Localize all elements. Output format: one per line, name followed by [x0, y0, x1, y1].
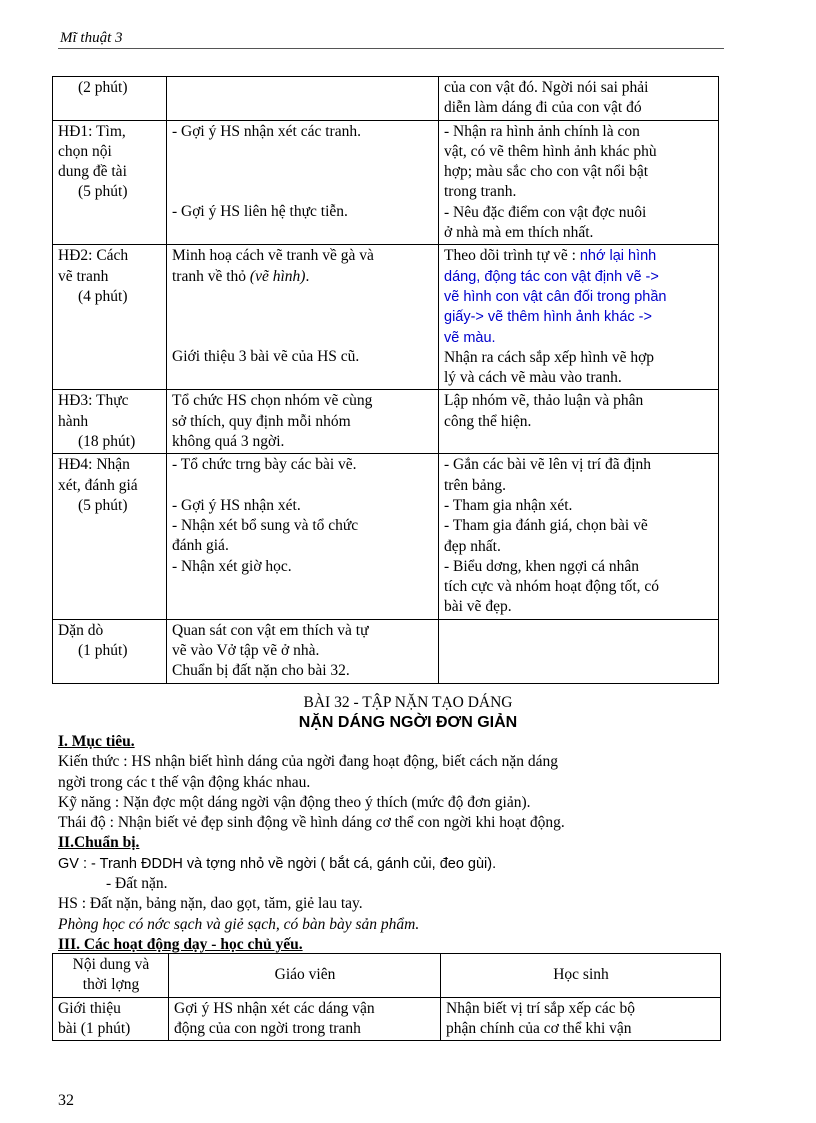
- table-row: HĐ3: Thực hành (18 phút) Tổ chức HS chọn nhóm vẽ cùng sở thích, quy định mỗi nhóm không quá 3 ngời. Lập nhóm vẽ, thảo luận và phân công thể hiện.: [53, 390, 719, 454]
- table-row: (2 phút) của con vật đó. Ngời nói sai phải diễn làm dáng đi của con vật đó: [53, 77, 719, 121]
- page-number: 32: [58, 1092, 74, 1109]
- table-header-row: Nội dung và thời lợng Giáo viên Học sinh: [53, 954, 721, 998]
- lesson-body: I. Mục tiêu. Kiến thức : HS nhận biết hình dáng của ngời đang hoạt động, biết cách nặn dáng ngời trong các t thế vận động khác nhau. Kỹ năng : Nặn đợc một dáng ngời vận động theo ý thích (mức độ đơn giản). Thái độ : Nhận biết vẻ đẹp sinh động về hình dáng cơ thể con ngời khi hoạt động. II.Chuẩn bị. GV : - Tranh ĐDDH và tợng nhỏ về ngời ( bắt cá, gánh củi, đeo gùi). - Đất nặn. HS : Đất nặn, bảng nặn, dao gọt, tăm, giẻ lau tay. Phòng học có nớc sạch và giẻ sạch, có bàn bày sản phẩm. III. Các hoạt động dạy - học chủ yếu.: [58, 732, 720, 955]
- activity-table-2: [52, 953, 721, 1041]
- header-title: Mĩ thuật 3: [60, 30, 123, 46]
- table-row: HĐ2: Cách vẽ tranh (4 phút) Minh hoạ cách vẽ tranh về gà và tranh về thỏ (vẽ hình). Giới thiệu 3 bài vẽ của HS cũ. Theo dõi trình tự vẽ : nhớ lại hình dáng, động tác con vật định vẽ -> vẽ hình con vật cân đối trong phần giấy-> vẽ thêm hình ảnh khác -> vẽ màu. Nhận ra cách sắp xếp hình vẽ hợp lý và cách vẽ màu vào tranh.: [53, 245, 719, 390]
- table-row: HĐ4: Nhận xét, đánh giá (5 phút) - Tổ chức trng bày các bài vẽ. - Gợi ý HS nhận xét. - Nhận xét bổ sung và tổ chức đánh giá. - Nhận xét giờ học. - Gắn các bài vẽ lên vị trí đã định trên bảng. - Tham gia nhận xét. - Tham gia đánh giá, chọn bài vẽ đẹp nhất. - Biểu dơng, khen ngợi cá nhân tích cực và nhóm hoạt động tốt, có bài vẽ đẹp.: [53, 454, 719, 619]
- lesson-title: BÀI 32 - TẬP NẶN TẠO DÁNG: [303, 694, 513, 711]
- table-row: Dặn dò (1 phút) Quan sát con vật em thích và tự vẽ vào Vở tập vẽ ở nhà. Chuẩn bị đất nặn cho bài 32.: [53, 619, 719, 683]
- section-heading-preparation: II.Chuẩn bị.: [58, 834, 140, 852]
- section-heading-activities: III. Các hoạt động dạy - học chủ yếu.: [58, 935, 303, 953]
- table-row: HĐ1: Tìm, chọn nội dung đề tài (5 phút) - Gợi ý HS nhận xét các tranh. - Gợi ý HS liên hệ thực tiễn. - Nhận ra hình ảnh chính là con vật, có vẽ thêm hình ảnh khác phù hợp; màu sắc cho con vật nổi bật trong tranh. - Nêu đặc điểm con vật đợc nuôi ở nhà mà em thích nhất.: [53, 120, 719, 245]
- section-heading-objectives: I. Mục tiêu.: [58, 733, 135, 750]
- activity-table-1: [52, 76, 719, 684]
- lesson-subtitle: NẶN DÁNG NGỜI ĐƠN GIẢN: [298, 714, 518, 731]
- table-row: Giới thiệu bài (1 phút) Gợi ý HS nhận xét các dáng vận động của con ngời trong tranh Nhận biết vị trí sắp xếp các bộ phận chính của cơ thể khi vận: [53, 997, 721, 1041]
- page-header: [58, 30, 724, 49]
